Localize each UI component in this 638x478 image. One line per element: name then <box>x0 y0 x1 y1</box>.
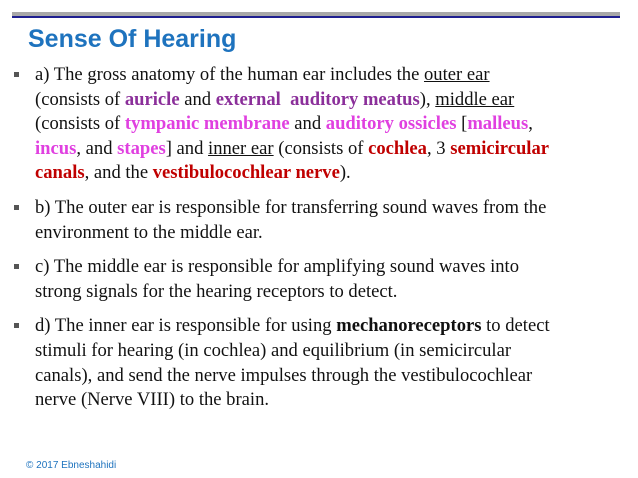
term-canals: canals <box>35 162 85 184</box>
term-external-auditory-meatus: external auditory meatus <box>215 88 420 110</box>
bullet-b-line-2: environment to the middle ear. <box>35 221 263 243</box>
top-divider <box>12 12 620 16</box>
bullet-a-line-1: a) The gross anatomy of the human ear includes the outer ear <box>35 64 490 85</box>
bullet-item-c <box>12 255 632 304</box>
bullet-list <box>12 63 632 423</box>
bullet-square-icon <box>14 205 19 210</box>
term-middle-ear: middle ear <box>435 88 515 110</box>
bullet-b-line-1: b) The outer ear is responsible for transferring sound waves from the <box>35 196 547 218</box>
bullet-d-line-4: nerve (Nerve VIII) to the brain. <box>35 389 270 411</box>
term-stapes: stapes <box>117 137 166 159</box>
bullet-d-line-2: stimuli for hearing (in cochlea) and equilibrium (in semicircular <box>35 339 512 361</box>
bullet-c-line-2: strong signals for the hearing receptors to detect. <box>35 280 398 302</box>
bullet-a-line-3: (consists of tympanic membrane and auditory ossicles [malleus, <box>35 113 533 135</box>
bullet-d-line-1: d) The inner ear is responsible for using mechanoreceptors to detect <box>35 315 550 337</box>
bullet-item-b <box>12 196 632 245</box>
term-inner-ear: inner ear <box>208 137 274 159</box>
term-tympanic-membrane: tympanic membrane <box>124 113 290 135</box>
copyright-footer: © 2017 Ebneshahidi <box>26 460 117 471</box>
bullet-square-icon <box>14 72 19 77</box>
term-malleus: malleus <box>467 113 529 135</box>
term-outer-ear: outer ear <box>423 64 490 85</box>
term-auricle: auricle <box>124 88 180 110</box>
term-mechanoreceptors: mechanoreceptors <box>336 315 482 337</box>
bullet-c-line-1: c) The middle ear is responsible for amplifying sound waves into <box>35 256 520 278</box>
bullet-square-icon <box>14 264 19 269</box>
term-incus: incus <box>35 137 77 159</box>
term-cochlea: cochlea <box>368 137 427 159</box>
bullet-a-line-4: incus, and stapes] and inner ear (consists of cochlea, 3 semicircular <box>35 137 550 159</box>
term-semicircular: semicircular <box>450 137 550 159</box>
term-auditory-ossicles: auditory ossicles <box>325 113 457 135</box>
bullet-d-line-3: canals), and send the nerve impulses through the vestibulocochlear <box>35 364 533 386</box>
term-vestibulocochlear-nerve: vestibulocochlear nerve <box>152 162 340 184</box>
slide-title: Sense Of Hearing <box>28 25 237 53</box>
bullet-item-a <box>12 63 632 186</box>
bullet-a-line-2: (consists of auricle and external auditory meatus), middle ear <box>35 88 515 110</box>
bullet-item-d <box>12 314 632 412</box>
bullet-a-line-5: canals, and the vestibulocochlear nerve). <box>35 162 351 184</box>
bullet-square-icon <box>14 323 19 328</box>
